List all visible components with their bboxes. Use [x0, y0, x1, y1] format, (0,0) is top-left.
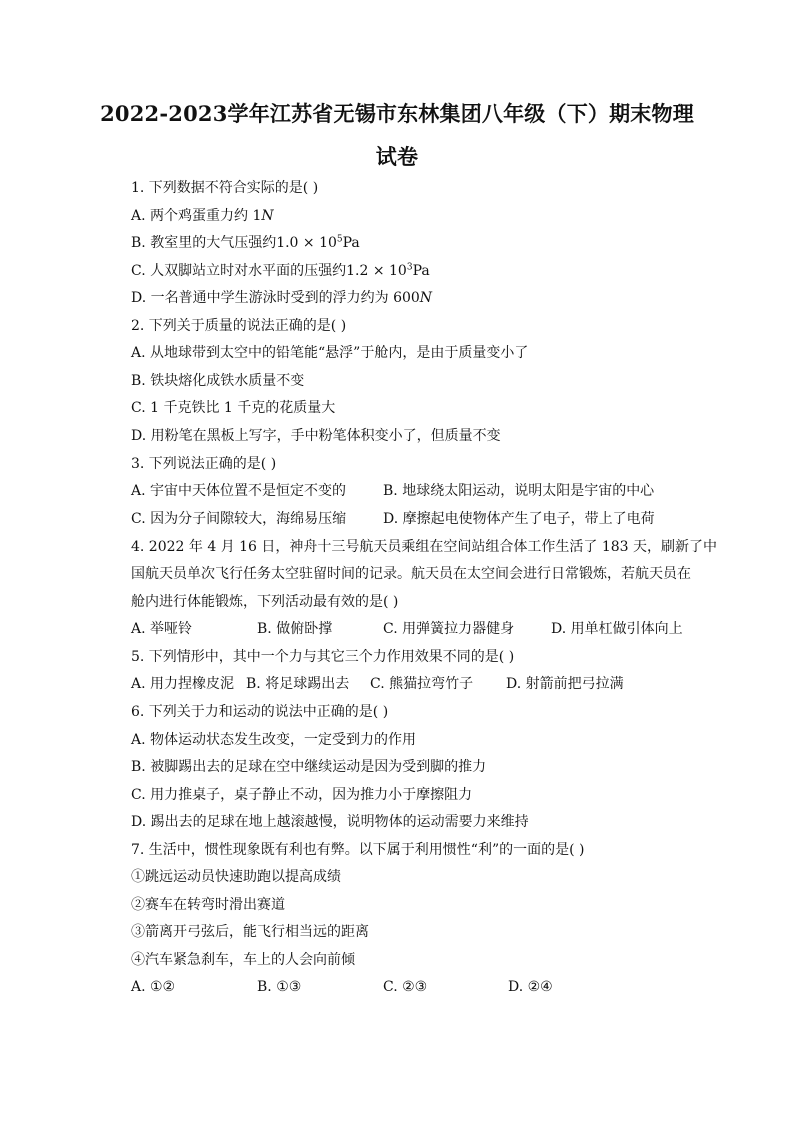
q3-option-b: B. 地球绕太阳运动，说明太阳是宇宙的中心	[383, 483, 655, 499]
q1-option-d-unit: N	[419, 290, 433, 306]
q1-stem: 1. 下列数据不符合实际的是( )	[131, 180, 319, 196]
q7-option-d: D. ②④	[508, 979, 553, 995]
exam-title: 2022-2023学年江苏省无锡市东林集团八年级（下）期末物理试卷	[100, 101, 694, 169]
q1-option-a	[131, 205, 274, 227]
q5-option-c: C. 熊猫拉弯竹子	[370, 676, 474, 692]
q1-option-c-unit: Pa	[412, 263, 430, 279]
q7-statement-2: ②赛车在转弯时滑出赛道	[131, 897, 285, 913]
q1-option-c-text: C. 人双脚站立时对水平面的压强约1.2 × 10	[131, 263, 407, 279]
q6-option-b: B. 被脚踢出去的足球在空中继续运动是因为受到脚的推力	[131, 759, 487, 775]
q1-option-b-unit: Pa	[342, 235, 360, 251]
q7-statement-1: ①跳远运动员快速助跑以提高成绩	[131, 869, 341, 885]
q3-stem: 3. 下列说法正确的是( )	[131, 456, 277, 472]
q6-option-c: C. 用力推桌子，桌子静止不动，因为推力小于摩擦阻力	[131, 787, 473, 803]
q3-option-c: C. 因为分子间隙较大，海绵易压缩	[131, 511, 347, 527]
q5-option-b: B. 将足球踢出去	[246, 676, 350, 692]
q1-option-d-text: D. 一名普通中学生游泳时受到的浮力约为 600	[131, 290, 420, 306]
q1-option-d	[131, 287, 432, 309]
q1-option-a-text: A. 两个鸡蛋重力约 1	[131, 208, 262, 224]
q6-option-a: A. 物体运动状态发生改变，一定受到力的作用	[131, 732, 417, 748]
q4-option-a: A. 举哑铃	[131, 621, 193, 637]
q7-statement-4: ④汽车紧急刹车，车上的人会向前倾	[131, 952, 355, 968]
q4-stem-line-3: 舱内进行体能锻炼，下列活动最有效的是( )	[131, 594, 399, 610]
q4-option-d: D. 用单杠做引体向上	[551, 621, 683, 637]
q1-option-a-unit: N	[261, 208, 274, 224]
q4-option-b: B. 做俯卧撑	[257, 621, 333, 637]
q2-stem: 2. 下列关于质量的说法正确的是( )	[131, 318, 347, 334]
q5-option-a: A. 用力捏橡皮泥	[131, 676, 235, 692]
q6-stem: 6. 下列关于力和运动的说法中正确的是( )	[131, 704, 389, 720]
q7-option-a: A. ①②	[131, 979, 176, 995]
q4-stem-line-2: 国航天员单次飞行任务太空驻留时间的记录。航天员在太空间会进行日常锻炼，若航天员在	[131, 566, 691, 582]
q3-option-a: A. 宇宙中天体位置不是恒定不变的	[131, 483, 347, 499]
q4-option-c: C. 用弹簧拉力器健身	[383, 621, 515, 637]
q2-option-b: B. 铁块熔化成铁水质量不变	[131, 373, 305, 389]
q2-option-a: A. 从地球带到太空中的铅笔能“悬浮”于舱内，是由于质量变小了	[131, 345, 529, 361]
q1-option-b-text: B. 教室里的大气压强约1.0 × 10	[131, 235, 337, 251]
q7-statement-3: ③箭离开弓弦后，能飞行相当远的距离	[131, 924, 369, 940]
q5-option-d: D. 射箭前把弓拉满	[506, 676, 624, 692]
q1-option-c-exponent: 3	[406, 262, 413, 273]
q3-option-d: D. 摩擦起电使物体产生了电子，带上了电荷	[383, 511, 655, 527]
q7-stem: 7. 生活中，惯性现象既有利也有弊。以下属于利用惯性“利”的一面的是( )	[131, 842, 585, 858]
q2-option-d: D. 用粉笔在黑板上写字，手中粉笔体积变小了，但质量不变	[131, 428, 501, 444]
q4-stem-line-1: 4. 2022 年 4 月 16 日，神舟十三号航天员乘组在空间站组合体工作生活了 183 天，刷新了中	[131, 539, 718, 555]
q7-option-c: C. ②③	[383, 979, 428, 995]
q1-option-b-exponent: 5	[336, 234, 343, 245]
q5-stem: 5. 下列情形中，其中一个力与其它三个力作用效果不同的是( )	[131, 649, 515, 665]
q1-option-c	[131, 260, 430, 282]
q7-option-b: B. ①③	[257, 979, 302, 995]
q1-option-b	[131, 232, 360, 254]
q2-option-c: C. 1 千克铁比 1 千克的花质量大	[131, 400, 336, 416]
q6-option-d: D. 踢出去的足球在地上越滚越慢，说明物体的运动需要力来维持	[131, 814, 529, 830]
